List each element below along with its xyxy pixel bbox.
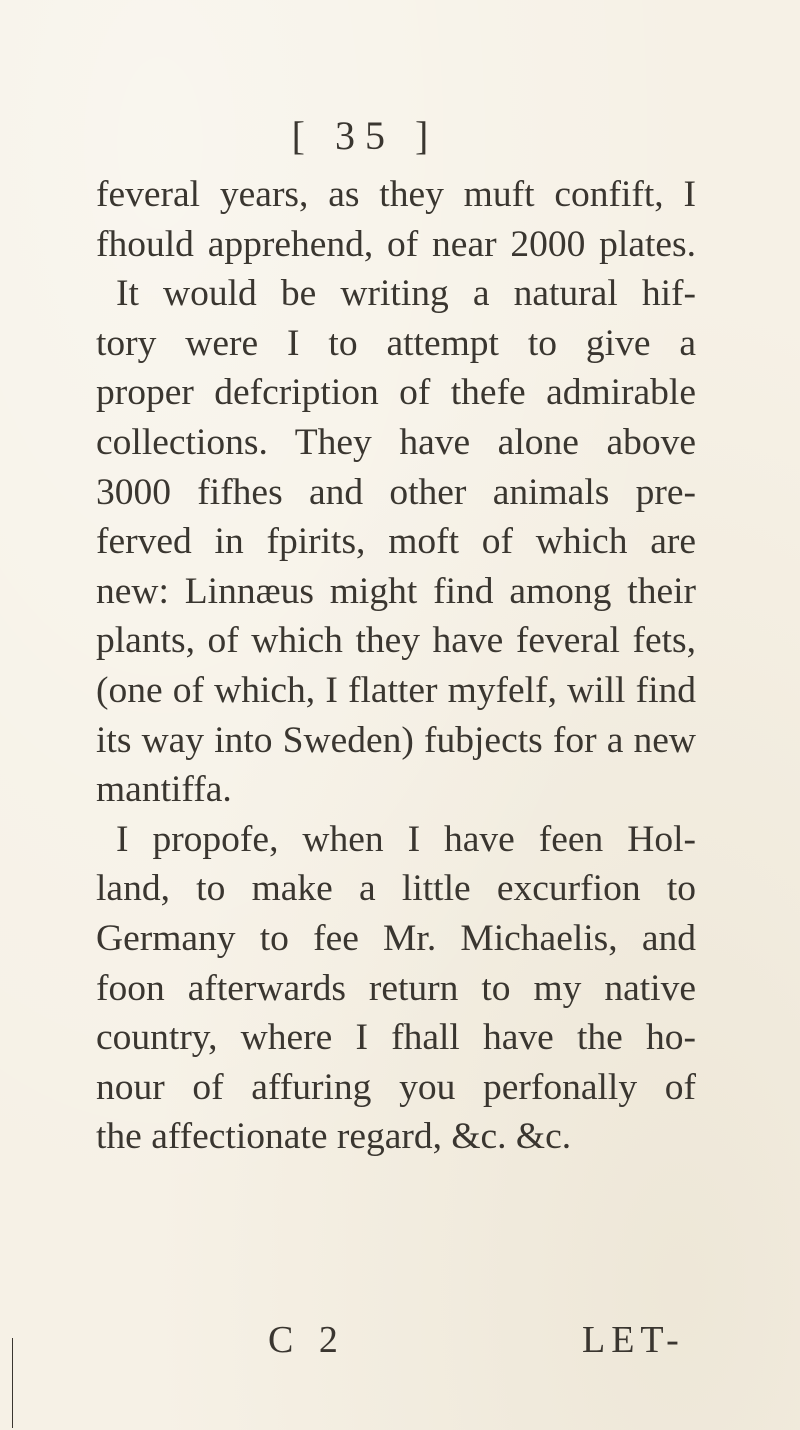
text-line: new: Linnæus might find among their (96, 570, 696, 612)
text-line: feveral years, as they muft confift, I (96, 174, 696, 215)
text-line: the affectionate regard, &c. &c. (96, 1116, 572, 1158)
text-line: ferved in fpirits, moft of which are (96, 521, 696, 563)
text-line: proper defcription of thefe admirable (96, 372, 696, 414)
text-line: its way into Sweden) fubjects for a new (96, 719, 696, 761)
text-line: foon afterwards return to my native (96, 967, 696, 1009)
page-number: [ 35 ] (291, 113, 439, 158)
text-line: 3000 fifhes and other animals pre- (96, 471, 696, 513)
text-line: nour of affuring you perfonally of (96, 1066, 696, 1108)
body-text (96, 170, 696, 1162)
text-line: country, where I fhall have the ho- (96, 1017, 696, 1059)
text-line: plants, of which they have feveral fets, (96, 620, 696, 662)
text-line: land, to make a little excurfion to (96, 868, 696, 910)
page-footer (0, 1318, 800, 1368)
text-line: I propofe, when I have feen Hol- (116, 818, 696, 860)
signature-mark: C 2 (268, 1319, 346, 1361)
catchword: LET- (582, 1319, 685, 1361)
text-line: collections. They have alone above (96, 421, 696, 463)
text-line: tory were I to attempt to give a (96, 322, 696, 364)
text-line: mantiffa. (96, 769, 232, 811)
page-header (0, 112, 800, 159)
text-line: Germany to fee Mr. Michaelis, and (96, 917, 696, 959)
margin-line (12, 1338, 13, 1428)
text-line: It would be writing a natural hif- (116, 273, 696, 315)
text-line: fhould apprehend, of near 2000 plates. (96, 223, 696, 265)
text-line: (one of which, I flatter myfelf, will find (96, 669, 696, 711)
